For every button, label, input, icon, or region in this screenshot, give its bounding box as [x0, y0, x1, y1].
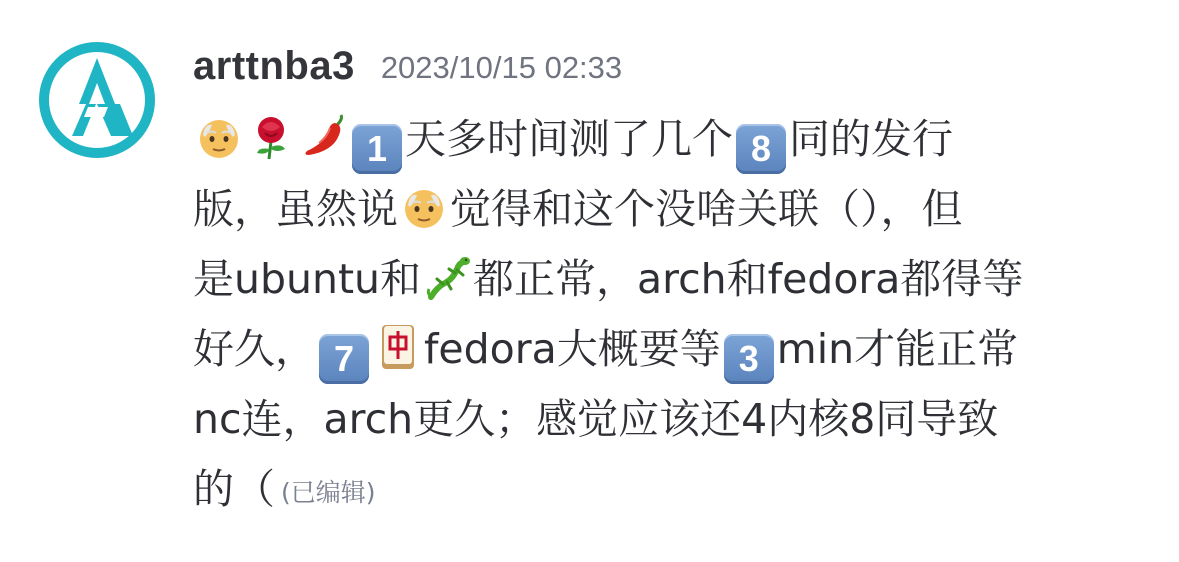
- message-text: 天多时间测了几个: [405, 115, 733, 163]
- message-text: min才能正常: [776, 325, 1019, 373]
- mahjong-red-dragon-emoji: [374, 323, 422, 371]
- timestamp[interactable]: 2023/10/15 02:33: [380, 50, 623, 85]
- message-text: 觉得和这个没啥关联（），但: [450, 185, 963, 233]
- message-header: [193, 38, 622, 94]
- message-text: 版，虽然说: [193, 185, 398, 233]
- message-text: 好久，: [193, 325, 316, 373]
- message-text: 都正常，arch和fedora都得等: [473, 255, 1024, 303]
- rose-emoji: [247, 113, 295, 161]
- keycap-3-emoji: 3: [724, 334, 774, 384]
- message-text: nc连，arch更久；感觉应该还4内核8同导致: [193, 395, 999, 443]
- edited-label[interactable]: (已编辑): [281, 478, 376, 507]
- message-text: 同的发行: [789, 115, 953, 163]
- lizard-emoji: [423, 253, 471, 301]
- message-line: [193, 384, 1143, 454]
- old-man-emoji: [195, 113, 243, 161]
- username[interactable]: arttnba3: [193, 43, 355, 88]
- message-line: [193, 454, 1143, 524]
- user-avatar[interactable]: [38, 41, 156, 159]
- message-content: [193, 104, 1143, 524]
- hot-pepper-emoji: [299, 113, 347, 161]
- keycap-8-emoji: 8: [736, 124, 786, 174]
- old-man-emoji: [400, 183, 448, 231]
- message-line: [193, 244, 1143, 314]
- keycap-7-emoji: 7: [319, 334, 369, 384]
- message-text: 的（: [193, 465, 275, 513]
- keycap-1-emoji: 1: [352, 124, 402, 174]
- message-line: [193, 314, 1143, 384]
- message-text: fedora大概要等: [424, 325, 721, 373]
- avatar-logo-icon: [38, 41, 156, 159]
- message-line: [193, 104, 1143, 174]
- message-text: 是ubuntu和: [193, 255, 422, 303]
- message-line: [193, 174, 1143, 244]
